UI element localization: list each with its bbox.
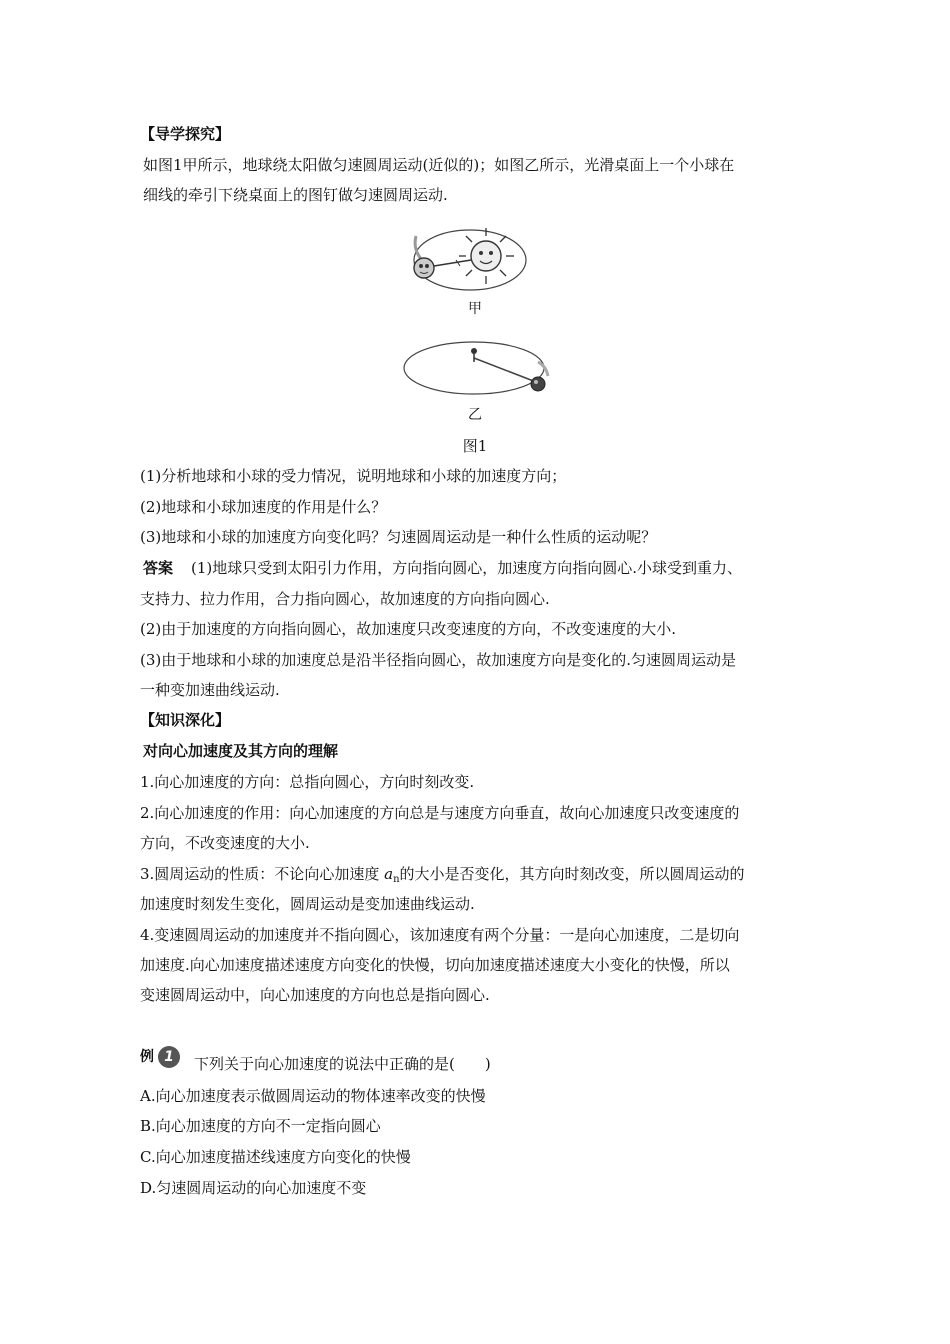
knowledge-point-4-line-1: 4.变速圆周运动的加速度并不指向圆心，该加速度有两个分量：一是向心加速度，二是切向 [140, 926, 740, 944]
knowledge-point-3-line-2: 加速度时刻发生变化，圆周运动是变加速曲线运动. [140, 895, 475, 913]
knowledge-point-1: 1.向心加速度的方向：总指向圆心，方向时刻改变. [140, 773, 475, 791]
question-3: (3)地球和小球的加速度方向变化吗？匀速圆周运动是一种什么性质的运动呢？ [140, 528, 657, 546]
example-number-badge: 1 [158, 1046, 180, 1068]
example-stem-row [140, 1046, 812, 1074]
figure-ball-string-illustration [398, 336, 558, 406]
answer-label: 答案 [143, 559, 174, 577]
option-c: C.向心加速度描述线速度方向变化的快慢 [140, 1148, 411, 1166]
knowledge-point-4-line-2: 加速度.向心加速度描述速度方向变化的快慢，切向加速度描述速度大小变化的快慢，所以 [140, 956, 730, 974]
knowledge-subtitle: 对向心加速度及其方向的理解 [143, 742, 339, 760]
question-2: (2)地球和小球加速度的作用是什么？ [140, 498, 387, 516]
figure-label-a: 甲 [468, 301, 482, 317]
section-title-guided: 【导学探究】 [140, 125, 231, 143]
figure-earth-sun-illustration [398, 222, 528, 302]
example-label: 例 [140, 1049, 154, 1065]
knowledge-point-3-part-a: 3.圆周运动的性质：不论向心加速度 [140, 865, 380, 883]
answer-3-line-2: 一种变加速曲线运动. [140, 681, 280, 699]
answer-2: (2)由于加速度的方向指向圆心，故加速度只改变速度的方向，不改变速度的大小. [140, 620, 677, 638]
intro-line-1: 如图1甲所示，地球绕太阳做匀速圆周运动(近似的)；如图乙所示，光滑桌面上一个小球在 [143, 156, 735, 174]
option-a: A.向心加速度表示做圆周运动的物体速率改变的快慢 [140, 1087, 486, 1105]
answer-1-line-1 [143, 558, 815, 578]
figure-caption: 图1 [462, 437, 488, 455]
answer-3-line-1: (3)由于地球和小球的加速度总是沿半径指向圆心，故加速度方向是变化的.匀速圆周运动是 [140, 651, 737, 669]
figure-label-b: 乙 [468, 407, 482, 423]
knowledge-point-4-line-3: 变速圆周运动中，向心加速度的方向也总是指向圆心. [140, 986, 490, 1004]
variable-a: a [384, 865, 394, 883]
knowledge-point-2-line-2: 方向，不改变速度的大小. [140, 834, 310, 852]
intro-line-2: 细线的牵引下绕桌面上的图钉做匀速圆周运动. [143, 186, 448, 204]
answer-1-line-2: 支持力、拉力作用，合力指向圆心，故加速度的方向指向圆心. [140, 590, 550, 608]
knowledge-point-2-line-1: 2.向心加速度的作用：向心加速度的方向总是与速度方向垂直，故向心加速度只改变速度的 [140, 804, 740, 822]
option-d: D.匀速圆周运动的向心加速度不变 [140, 1179, 367, 1197]
example-stem: 下列关于向心加速度的说法中正确的是( ) [194, 1055, 491, 1073]
knowledge-point-3-part-b: 的大小是否变化，其方向时刻改变，所以圆周运动的 [399, 865, 745, 883]
question-1: (1)分析地球和小球的受力情况，说明地球和小球的加速度方向； [140, 467, 567, 485]
section-title-knowledge: 【知识深化】 [140, 711, 231, 729]
variable-subscript-n: n [393, 874, 400, 885]
knowledge-point-3-line-1 [140, 864, 812, 890]
option-b: B.向心加速度的方向不一定指向圆心 [140, 1117, 381, 1135]
answer-1-text: (1)地球只受到太阳引力作用，方向指向圆心，加速度方向指向圆心.小球受到重力、 [191, 559, 743, 577]
